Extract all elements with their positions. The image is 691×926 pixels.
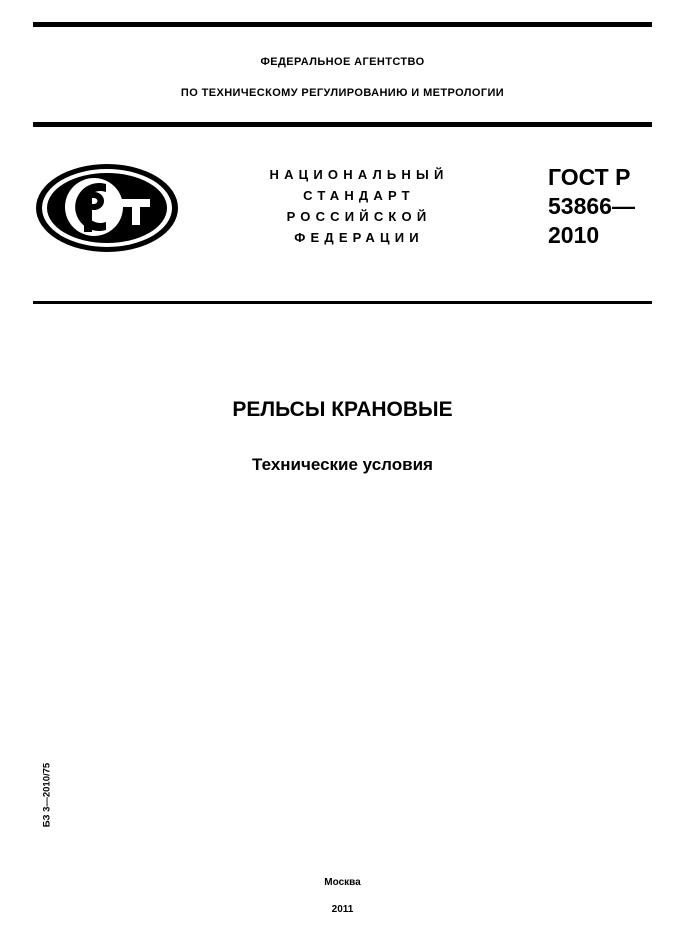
- agency-name-line1: ФЕДЕРАЛЬНОЕ АГЕНТСТВО: [260, 56, 425, 68]
- top-rule: [33, 22, 652, 27]
- header-rule: [33, 122, 652, 127]
- standard-line3: РОССИЙСКОЙ: [286, 209, 432, 224]
- national-standard-label: [228, 164, 490, 248]
- standard-line1: НАЦИОНАЛЬНЫЙ: [269, 167, 449, 182]
- designation-line1: ГОСТ Р: [548, 164, 631, 190]
- publication-city: Москва: [324, 877, 361, 888]
- document-subtitle: Технические условия: [252, 455, 433, 474]
- designation-line3: 2010: [548, 222, 600, 248]
- standard-line2: СТАНДАРТ: [303, 188, 415, 203]
- document-title: РЕЛЬСЫ КРАНОВЫЕ: [232, 398, 453, 421]
- publication-code: БЗ 3—2010/75: [41, 762, 53, 828]
- agency-name-line2: ПО ТЕХНИЧЕСКОМУ РЕГУЛИРОВАНИЮ И МЕТРОЛОГИИ: [180, 87, 505, 99]
- publication-year: 2011: [331, 904, 354, 915]
- standard-designation: [548, 163, 635, 250]
- section-rule: [33, 301, 652, 304]
- standard-line4: ФЕДЕРАЦИИ: [294, 230, 424, 245]
- designation-line2: 53866—: [548, 193, 635, 219]
- rst-logo-icon: [34, 162, 180, 254]
